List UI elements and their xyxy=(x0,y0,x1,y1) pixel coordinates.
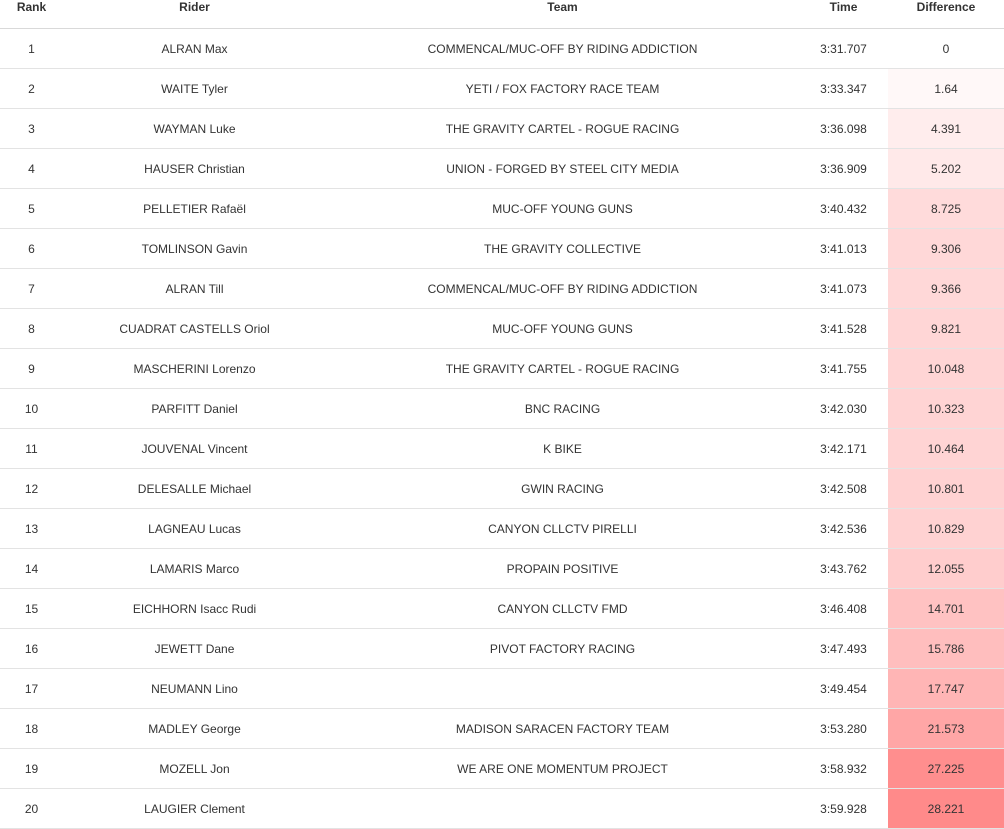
rider-cell: JOUVENAL Vincent xyxy=(63,429,326,469)
rank-cell: 2 xyxy=(0,69,63,109)
team-cell: PIVOT FACTORY RACING xyxy=(326,629,799,669)
difference-cell: 12.055 xyxy=(888,549,1004,589)
time-cell: 3:49.454 xyxy=(799,669,888,709)
table-row xyxy=(0,429,1004,469)
time-cell: 3:58.932 xyxy=(799,749,888,789)
difference-cell: 15.786 xyxy=(888,629,1004,669)
table-row xyxy=(0,29,1004,69)
table-row xyxy=(0,389,1004,429)
rider-cell: WAITE Tyler xyxy=(63,69,326,109)
difference-cell: 10.829 xyxy=(888,509,1004,549)
rank-cell: 12 xyxy=(0,469,63,509)
team-cell: THE GRAVITY CARTEL - ROGUE RACING xyxy=(326,349,799,389)
difference-cell: 4.391 xyxy=(888,109,1004,149)
table-row xyxy=(0,229,1004,269)
time-cell: 3:59.928 xyxy=(799,789,888,829)
time-cell: 3:42.030 xyxy=(799,389,888,429)
table-row xyxy=(0,669,1004,709)
header-difference[interactable]: Difference xyxy=(888,0,1004,29)
rank-cell: 6 xyxy=(0,229,63,269)
rank-cell: 20 xyxy=(0,789,63,829)
time-cell: 3:43.762 xyxy=(799,549,888,589)
rider-cell: ALRAN Max xyxy=(63,29,326,69)
time-cell: 3:33.347 xyxy=(799,69,888,109)
rider-cell: ALRAN Till xyxy=(63,269,326,309)
rider-cell: CUADRAT CASTELLS Oriol xyxy=(63,309,326,349)
team-cell: WE ARE ONE MOMENTUM PROJECT xyxy=(326,749,799,789)
table-row xyxy=(0,149,1004,189)
team-cell: THE GRAVITY CARTEL - ROGUE RACING xyxy=(326,109,799,149)
difference-cell: 10.801 xyxy=(888,469,1004,509)
team-cell: K BIKE xyxy=(326,429,799,469)
rank-cell: 7 xyxy=(0,269,63,309)
rider-cell: LAUGIER Clement xyxy=(63,789,326,829)
team-cell: UNION - FORGED BY STEEL CITY MEDIA xyxy=(326,149,799,189)
team-cell: BNC RACING xyxy=(326,389,799,429)
rank-cell: 9 xyxy=(0,349,63,389)
team-cell: MUC-OFF YOUNG GUNS xyxy=(326,189,799,229)
team-cell: MUC-OFF YOUNG GUNS xyxy=(326,309,799,349)
rider-cell: TOMLINSON Gavin xyxy=(63,229,326,269)
rank-cell: 8 xyxy=(0,309,63,349)
header-rank[interactable]: Rank xyxy=(0,0,63,29)
table-row xyxy=(0,469,1004,509)
time-cell: 3:40.432 xyxy=(799,189,888,229)
time-cell: 3:36.098 xyxy=(799,109,888,149)
rank-cell: 18 xyxy=(0,709,63,749)
time-cell: 3:41.013 xyxy=(799,229,888,269)
time-cell: 3:46.408 xyxy=(799,589,888,629)
team-cell: PROPAIN POSITIVE xyxy=(326,549,799,589)
rider-cell: LAGNEAU Lucas xyxy=(63,509,326,549)
difference-cell: 8.725 xyxy=(888,189,1004,229)
rider-cell: MADLEY George xyxy=(63,709,326,749)
time-cell: 3:53.280 xyxy=(799,709,888,749)
rider-cell: DELESALLE Michael xyxy=(63,469,326,509)
table-row xyxy=(0,789,1004,829)
rider-cell: LAMARIS Marco xyxy=(63,549,326,589)
rider-cell: PARFITT Daniel xyxy=(63,389,326,429)
team-cell: COMMENCAL/MUC-OFF BY RIDING ADDICTION xyxy=(326,29,799,69)
table-row xyxy=(0,69,1004,109)
rider-cell: NEUMANN Lino xyxy=(63,669,326,709)
rider-cell: HAUSER Christian xyxy=(63,149,326,189)
time-cell: 3:42.508 xyxy=(799,469,888,509)
rank-cell: 19 xyxy=(0,749,63,789)
rider-cell: PELLETIER Rafaël xyxy=(63,189,326,229)
difference-cell: 9.306 xyxy=(888,229,1004,269)
time-cell: 3:41.755 xyxy=(799,349,888,389)
team-cell: GWIN RACING xyxy=(326,469,799,509)
difference-cell: 10.464 xyxy=(888,429,1004,469)
rank-cell: 13 xyxy=(0,509,63,549)
table-body xyxy=(0,29,1004,829)
table-header xyxy=(0,0,1004,29)
rank-cell: 4 xyxy=(0,149,63,189)
table-row xyxy=(0,309,1004,349)
difference-cell: 28.221 xyxy=(888,789,1004,829)
time-cell: 3:31.707 xyxy=(799,29,888,69)
difference-cell: 0 xyxy=(888,29,1004,69)
table-row xyxy=(0,549,1004,589)
table-row xyxy=(0,709,1004,749)
team-cell: CANYON CLLCTV PIRELLI xyxy=(326,509,799,549)
time-cell: 3:36.909 xyxy=(799,149,888,189)
table-row xyxy=(0,349,1004,389)
time-cell: 3:42.171 xyxy=(799,429,888,469)
table-row xyxy=(0,269,1004,309)
rider-cell: MOZELL Jon xyxy=(63,749,326,789)
time-cell: 3:41.528 xyxy=(799,309,888,349)
table-row xyxy=(0,509,1004,549)
time-cell: 3:42.536 xyxy=(799,509,888,549)
rank-cell: 10 xyxy=(0,389,63,429)
difference-cell: 1.64 xyxy=(888,69,1004,109)
team-cell: COMMENCAL/MUC-OFF BY RIDING ADDICTION xyxy=(326,269,799,309)
rank-cell: 11 xyxy=(0,429,63,469)
header-time[interactable]: Time xyxy=(799,0,888,29)
rank-cell: 1 xyxy=(0,29,63,69)
difference-cell: 9.821 xyxy=(888,309,1004,349)
rider-cell: WAYMAN Luke xyxy=(63,109,326,149)
difference-cell: 17.747 xyxy=(888,669,1004,709)
rank-cell: 5 xyxy=(0,189,63,229)
difference-cell: 14.701 xyxy=(888,589,1004,629)
table-row xyxy=(0,589,1004,629)
team-cell: MADISON SARACEN FACTORY TEAM xyxy=(326,709,799,749)
team-cell: YETI / FOX FACTORY RACE TEAM xyxy=(326,69,799,109)
difference-cell: 21.573 xyxy=(888,709,1004,749)
team-cell: CANYON CLLCTV FMD xyxy=(326,589,799,629)
rider-cell: JEWETT Dane xyxy=(63,629,326,669)
table-row xyxy=(0,109,1004,149)
header-row xyxy=(0,0,1004,29)
difference-cell: 5.202 xyxy=(888,149,1004,189)
difference-cell: 10.323 xyxy=(888,389,1004,429)
rider-cell: EICHHORN Isacc Rudi xyxy=(63,589,326,629)
time-cell: 3:47.493 xyxy=(799,629,888,669)
header-team[interactable]: Team xyxy=(326,0,799,29)
rank-cell: 17 xyxy=(0,669,63,709)
difference-cell: 9.366 xyxy=(888,269,1004,309)
table-row xyxy=(0,629,1004,669)
difference-cell: 27.225 xyxy=(888,749,1004,789)
rank-cell: 3 xyxy=(0,109,63,149)
rank-cell: 16 xyxy=(0,629,63,669)
team-cell xyxy=(326,669,799,709)
table-row xyxy=(0,189,1004,229)
rider-cell: MASCHERINI Lorenzo xyxy=(63,349,326,389)
table-row xyxy=(0,749,1004,789)
time-cell: 3:41.073 xyxy=(799,269,888,309)
difference-cell: 10.048 xyxy=(888,349,1004,389)
rank-cell: 15 xyxy=(0,589,63,629)
rank-cell: 14 xyxy=(0,549,63,589)
team-cell xyxy=(326,789,799,829)
header-rider[interactable]: Rider xyxy=(63,0,326,29)
team-cell: THE GRAVITY COLLECTIVE xyxy=(326,229,799,269)
